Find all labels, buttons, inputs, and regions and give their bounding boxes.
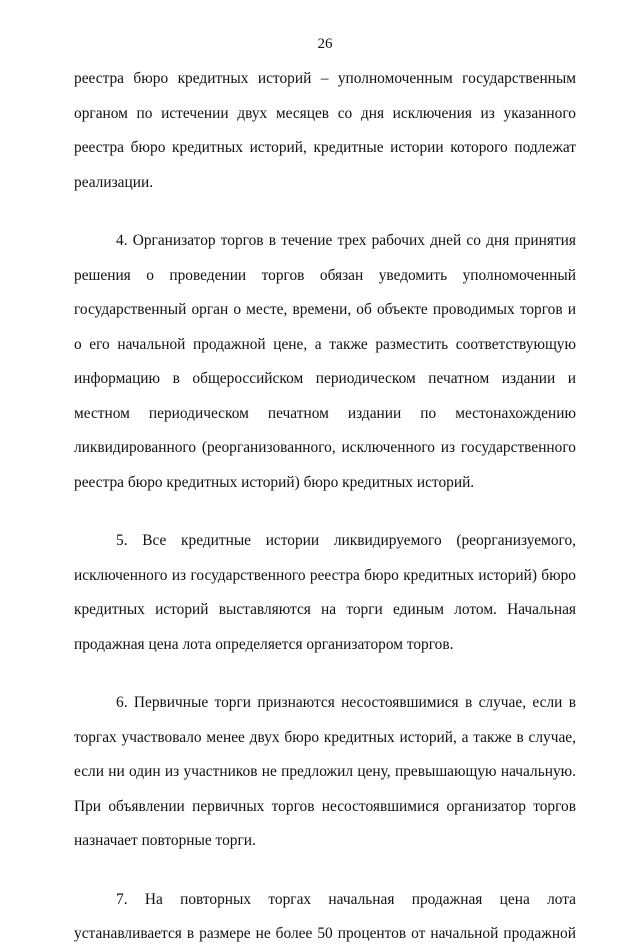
paragraph-item-6: 6. Первичные торги признаются несостоявшимися в случае, если в торгах участвовало менее двух бюро кредитных историй, а также в случае, если ни один из участников не предложил цену, превышающую начальную. При объявлении первичных торгов несостоявшимися организатор торгов назначает повторные торги. bbox=[74, 694, 576, 849]
paragraph-item-5: 5. Все кредитные истории ликвидируемого (реорганизуемого, исключенного из государственного реестра бюро кредитных историй) бюро кредитных историй выставляются на торги единым лотом. Начальная продажная цена лота определяется организатором торгов. bbox=[74, 532, 576, 653]
document-page bbox=[74, 34, 576, 952]
paragraph-continuation: реестра бюро кредитных историй – уполномоченным государственным органом по истечении двух месяцев со дня исключения из указанного реестра бюро кредитных историй, кредитные истории которого подлежат реализации. bbox=[74, 70, 576, 191]
page-number: 26 bbox=[317, 36, 333, 52]
paragraph-item-4: 4. Организатор торгов в течение трех рабочих дней со дня принятия решения о проведении торгов обязан уведомить уполномоченный государственный орган о месте, времени, об объекте проводимых торгов и о его начальной продажной цене, а также разместить соответствующую информацию в общероссийском периодическом печатном издании и местном периодическом печатном издании по местонахождению ликвидированного (реорганизованного, исключенного из государственного реестра бюро кредитных историй) бюро кредитных историй. bbox=[74, 232, 576, 491]
paragraph-item-7: 7. На повторных торгах начальная продажная цена лота устанавливается в размере не более 50 процентов от начальной продажной bbox=[74, 890, 576, 942]
